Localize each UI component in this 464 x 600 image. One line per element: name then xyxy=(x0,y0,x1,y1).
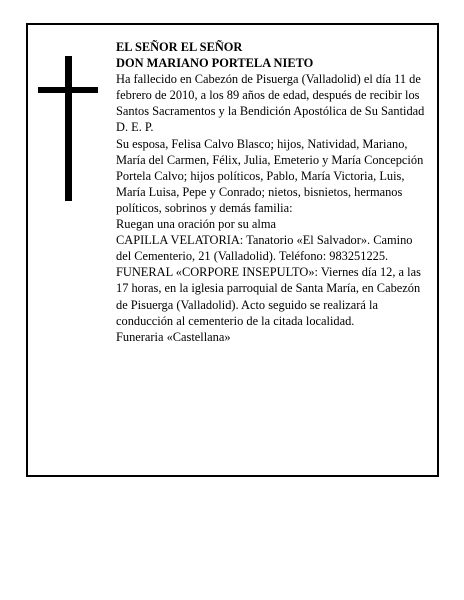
death-announcement: Ha fallecido en Cabezón de Pisuerga (Valladolid) el día 11 de febrero de 2010, a los 89 años de edad, después de recibir los Santos Sacramentos y la Bendición Apostólica de Su Santidad xyxy=(116,72,425,119)
funeral-home: Funeraria «Castellana» xyxy=(116,329,231,344)
chapel-info: CAPILLA VELATORIA: Tanatorio «El Salvador». Camino del Cementerio, 21 (Valladolid). Teléfono: 983251225. xyxy=(116,233,413,264)
funeral-info: FUNERAL «CORPORE INSEPULTO»: Viernes día 12, a las 17 horas, en la iglesia parroquial de Santa María, en Cabezón de Pisuerga (Valladolid). Acto seguido se realizará la conducción al cementerio de la citada localidad. xyxy=(116,265,421,328)
deceased-name: DON MARIANO PORTELA NIETO xyxy=(116,56,314,71)
obituary-text xyxy=(116,39,428,345)
prayer-request: Ruegan una oración por su alma xyxy=(116,217,276,232)
cross-icon xyxy=(38,56,98,201)
cross-horizontal-bar xyxy=(38,87,98,93)
heading-line-1: EL SEÑOR EL SEÑOR xyxy=(116,40,243,54)
family-list: Su esposa, Felisa Calvo Blasco; hijos, Natividad, Mariano, María del Carmen, Félix, Julia, Emeterio y María Concepción Portela Calvo; hijos políticos, Pablo, María Victoria, Luis, María Luisa, Pepe y Conrado; nietos, bisnietos, hermanos políticos, sobrinos y demás familia: xyxy=(116,136,424,215)
dep-line: D. E. P. xyxy=(116,120,154,135)
obituary-notice xyxy=(26,23,439,477)
cross-vertical-bar xyxy=(65,56,72,201)
